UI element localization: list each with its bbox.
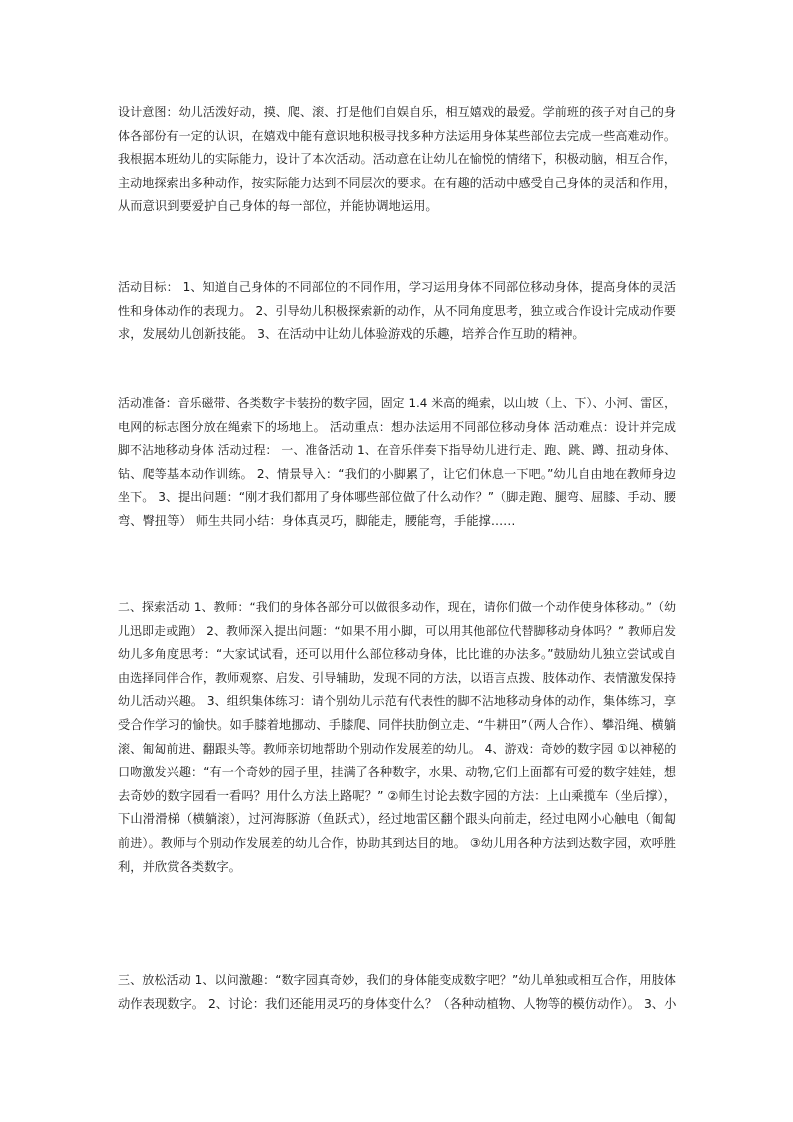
text-line: 动作表现数字。 2、讨论：我们还能用灵巧的身体变什么？（各种动植物、人物等的模仿动作）。 3、小 [118,996,677,1011]
text-line: 利，并欣赏各类数字。 [118,859,241,874]
text-line: 滚、匍匐前进、翻跟头等。教师亲切地帮助个别动作发展差的幼儿。 4、游戏：奇妙的数字园 ①以神秘的 [118,741,677,756]
text-line: 活动目标： 1、知道自己身体的不同部位的不同作用，学习运用身体不同部位移动身体，提高身体的灵活 [118,280,676,294]
text-line: 前进）。教师与个别动作发展差的幼儿合作，协助其到达目的地。 ③幼儿用各种方法到达数字园，欢呼胜 [118,835,676,850]
paragraph-design-intent [118,101,676,219]
text-line: 二、探索活动 1、教师：“我们的身体各部分可以做很多动作，现在，请你们做一个动作使身体移动。”（幼 [118,600,676,614]
text-line: 从而意识到要爱护自己身体的每一部位，并能协调地运用。 [118,199,438,214]
text-line: 坐下。 3、提出问题：“刚才我们都用了身体哪些部位做了什么动作？”（脚走跑、腿弯、屈膝、手动、腰 [118,490,676,505]
text-line: 主动地探索出多种动作，按实际能力达到不同层次的要求。在有趣的活动中感受自己身体的灵活和作用， [118,175,676,190]
text-line: 口吻激发兴趣：“有一个奇妙的园子里，挂满了各种数字，水果、动物,它们上面都有可爱的数字娃娃，想 [118,765,676,780]
text-line: 活动准备：音乐磁带、各类数字卡装扮的数字园，固定 1.4 米高的绳索，以山坡（上、下）、小河、雷区， [118,396,676,410]
text-line: 幼儿多角度思考：“大家试试看，还可以用什么部位移动身体，比比谁的办法多。”鼓励幼儿独立尝试或自 [118,647,676,662]
text-line: 弯、臀扭等） 师生共同小结：身体真灵巧，脚能走，腰能弯，手能撑…… [118,513,516,528]
text-line: 下山滑滑梯（横躺滚），过河海豚游（鱼跃式），经过地雷区翻个跟头向前走，经过电网小心触电（匍匐 [118,812,676,827]
text-line: 去奇妙的数字园看一看吗？用什么方法上路呢？” ②师生讨论去数字园的方法：上山乘揽车（坐后撑）， [118,788,676,803]
text-line: 受合作学习的愉快。如手膝着地挪动、手膝爬、同伴扶肋倒立走、“牛耕田”（两人合作）、攀沿绳、横躺 [118,717,676,732]
text-line: 设计意图：幼儿活泼好动，摸、爬、滚、打是他们自娱自乐，相互嬉戏的最爱。学前班的孩子对自己的身 [118,105,676,119]
text-line: 儿迅即走或跑） 2、教师深入提出问题：“如果不用小脚，可以用其他部位代替脚移动身体吗？” 教师启发 [118,623,676,638]
text-line: 体各部份有一定的认识，在嬉戏中能有意识地积极寻找多种方法运用身体某些部位去完成一些高难动作。 [118,128,676,143]
paragraph-activity-preparation [118,392,676,534]
text-line: 幼儿活动兴趣。 3、组织集体练习：请个别幼儿示范有代表性的脚不沾地移动身体的动作，集体练习，享 [118,694,676,709]
text-line: 我根据本班幼儿的实际能力，设计了本次活动。活动意在让幼儿在愉悦的情绪下，积极动脑，相互合作， [118,152,676,167]
paragraph-explore-activity [118,596,676,879]
text-line: 脚不沾地移动身体 活动过程： 一、准备活动 1、在音乐伴奏下指导幼儿进行走、跑、跳、蹲、扭动身体、 [118,443,676,458]
text-line: 性和身体动作的表现力。 2、引导幼儿积极探索新的动作，从不同角度思考，独立或合作设计完成动作要 [118,303,676,318]
text-line: 求，发展幼儿创新技能。 3、在活动中让幼儿体验游戏的乐趣，培养合作互助的精神。 [118,327,585,342]
text-line: 钻、爬等基本动作训练。 2、情景导入：“我们的小脚累了，让它们休息一下吧。”幼儿自由地在教师身边 [118,466,676,481]
text-line: 电网的标志图分放在绳索下的场地上。 活动重点：想办法运用不同部位移动身体 活动难点：设计并完成 [118,419,676,434]
text-line: 三、放松活动 1、以问激趣：“数字园真奇妙，我们的身体能变成数字吧？”幼儿单独或相互合作，用肢体 [118,973,676,987]
paragraph-activity-goals [118,276,676,347]
text-line: 由选择同伴合作，教师观察、启发、引导辅助，发现不同的方法，以语言点拨、肢体动作、表情激发保持 [118,670,676,685]
paragraph-relax-activity [118,969,676,1016]
